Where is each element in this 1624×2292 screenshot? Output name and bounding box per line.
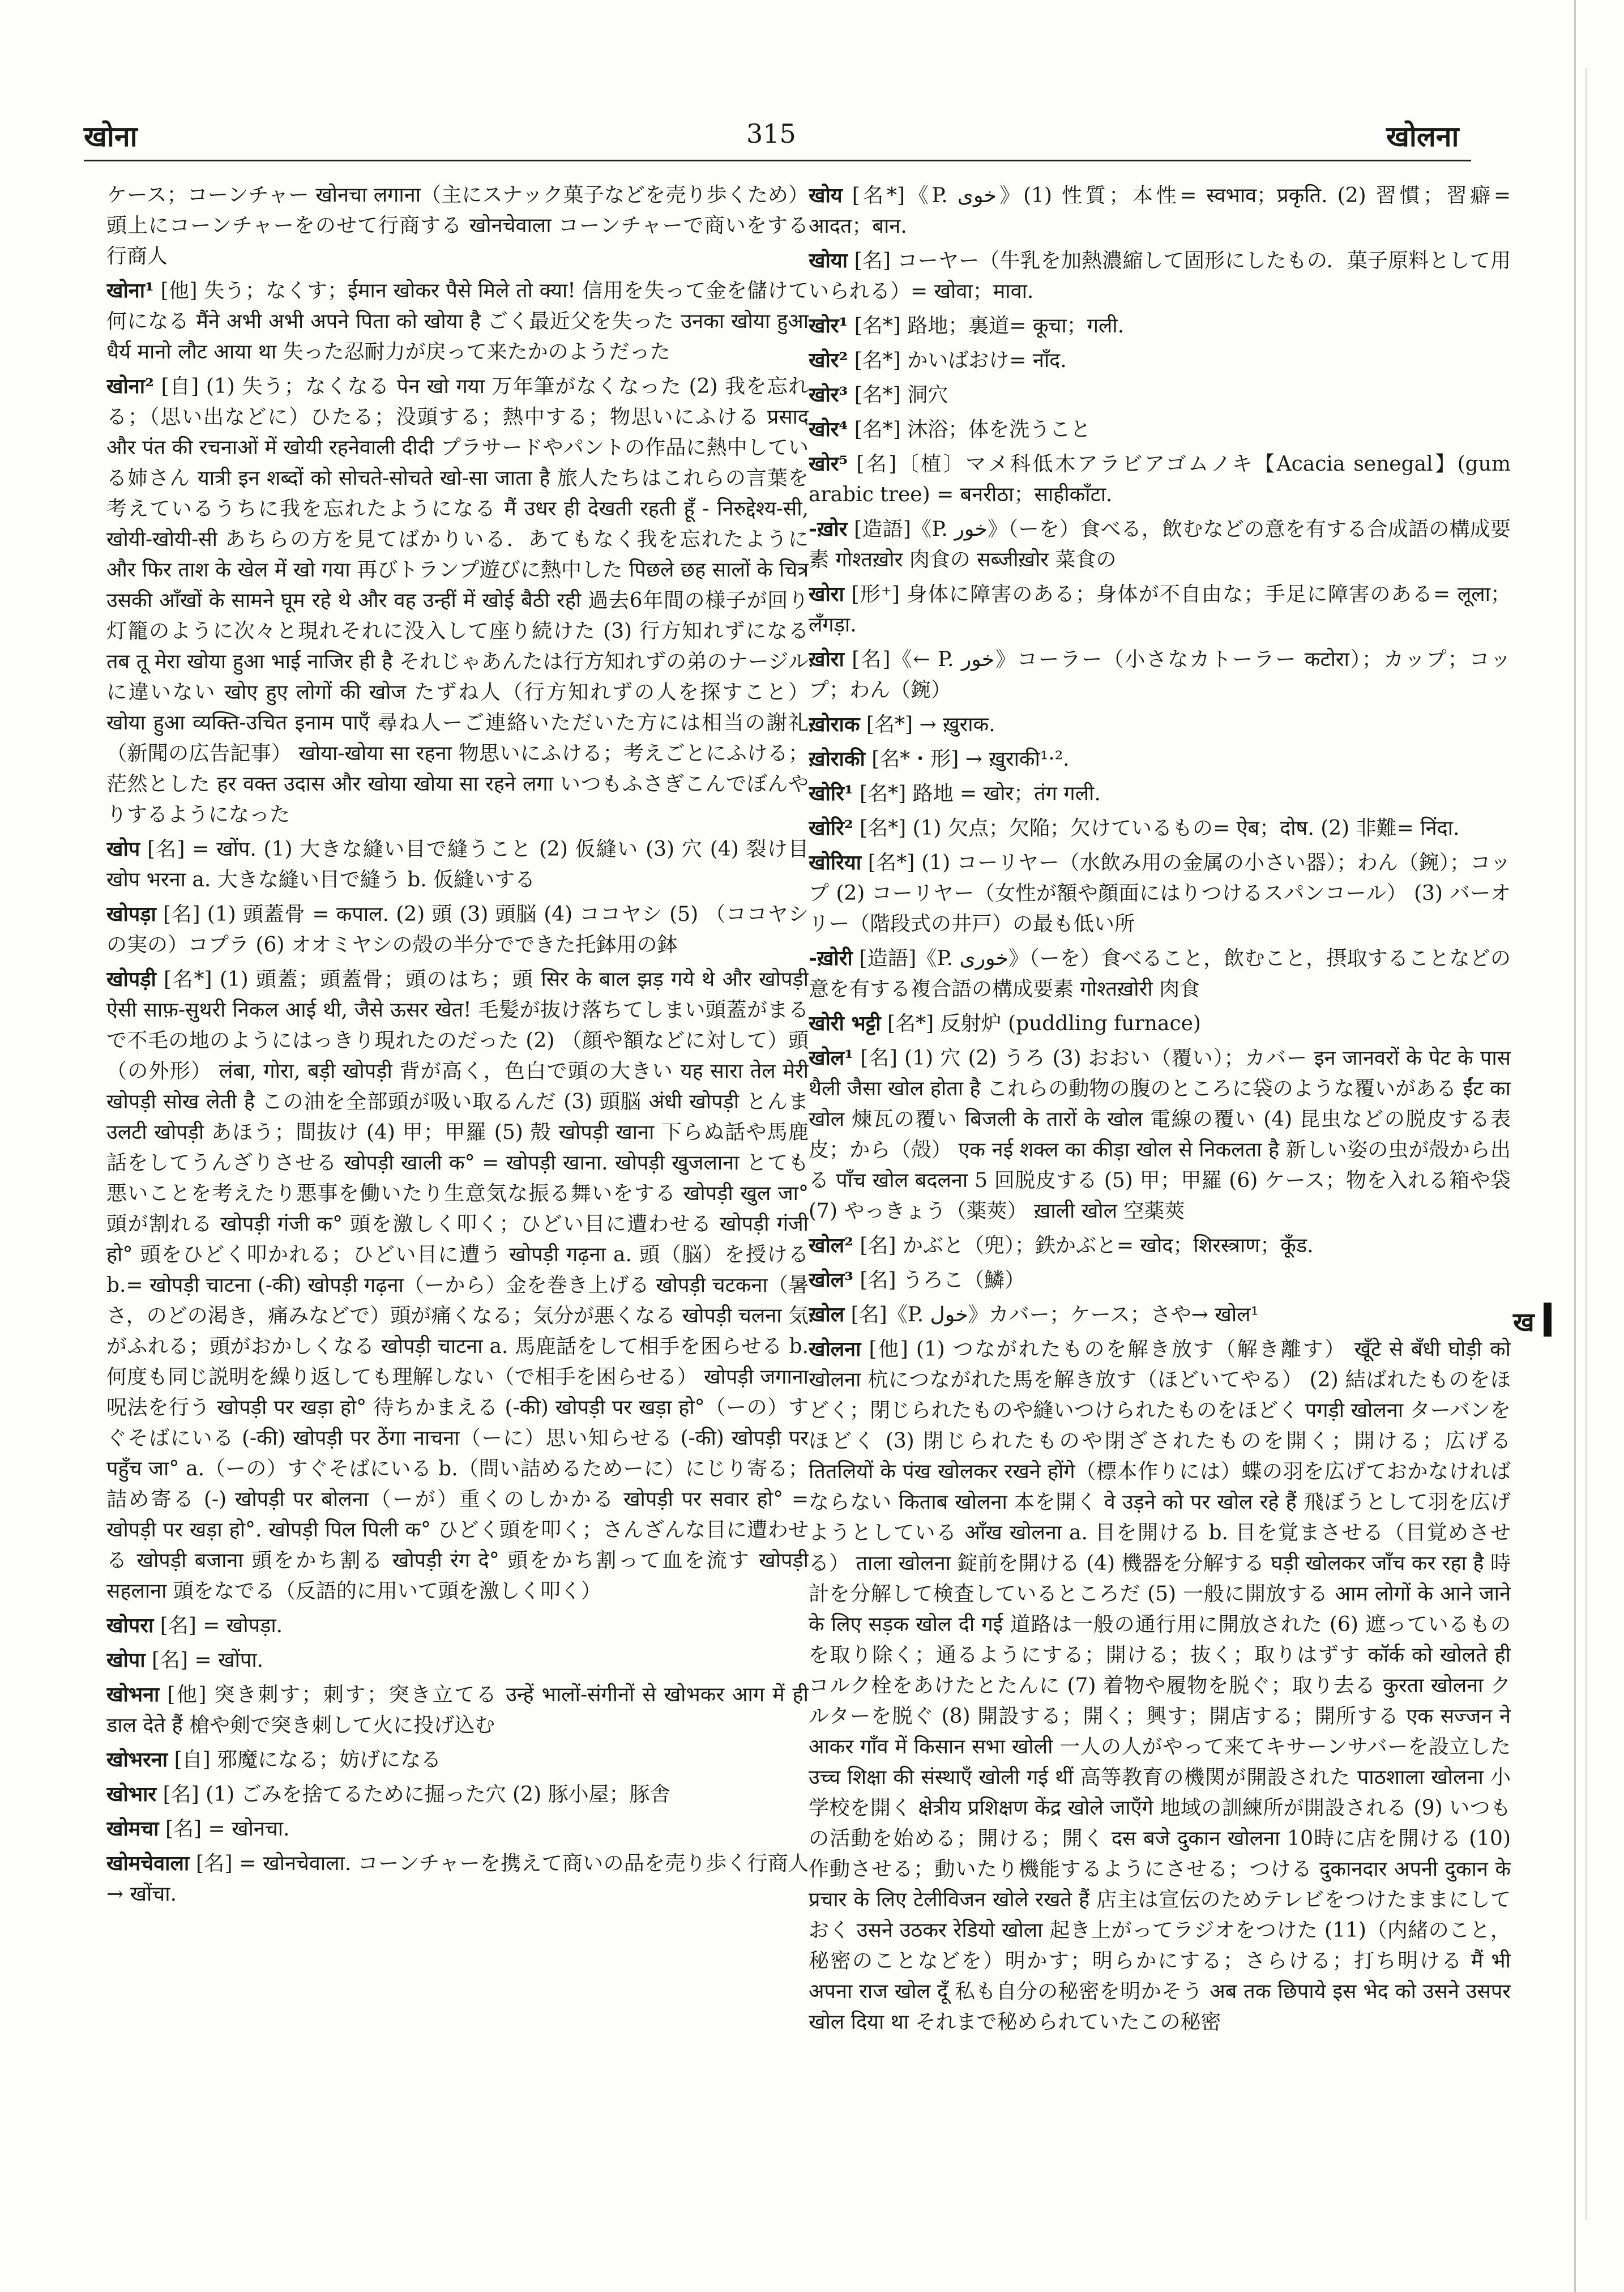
entry-headword: खोरि¹ [809, 782, 853, 805]
dictionary-entry [809, 709, 1511, 740]
entry-headword: खोभार [106, 1782, 157, 1806]
dictionary-entry [809, 943, 1511, 1005]
entry-headword: खोपा [106, 1648, 146, 1672]
dictionary-entry [809, 847, 1511, 940]
entry-headword: खोमचा [106, 1817, 159, 1841]
dictionary-entry [106, 371, 809, 830]
entry-headword: खोरि² [809, 816, 853, 840]
entry-headword: खोर³ [809, 383, 848, 407]
header-left-guide-word: खोना [84, 119, 138, 153]
dictionary-entry [106, 180, 809, 272]
entry-definition: [名]《← P. خور》コーラー（小さなカトーラー कटोरा）；カップ；コップ；わん（鋺） [809, 648, 1511, 702]
entry-definition: [造語]《P. خوری》（ーを）食べること，飲むこと，摂取することなどの意を有する複合語の構成要素 गोश्तख़ोरी 肉食 [809, 947, 1511, 1001]
entry-headword: -ख़ोरी [809, 946, 853, 970]
entry-headword: ख़ोल [809, 1303, 845, 1326]
scan-edge-line [1585, 68, 1587, 2220]
entry-definition: [名*] (1) コーリヤー（水飲み用の金属の小さい器）；わん（鋺）；コップ (2) コーリヤー（女性が額や顔面にはりつけるスパンコール） (3) バーオリー（階段式の井戸）の最も低い所 [809, 851, 1511, 936]
entry-definition: ケース；コーンチャー खोनचा लगाना（主にスナック菓子などを売り歩くため）頭上にコーンチャーをのせて行商する खोनचेवाला コーンチャーで商いをする行商人 [106, 183, 809, 268]
entry-headword: खोभना [106, 1683, 160, 1706]
entry-definition: [名] = खोपड़ा. [160, 1614, 283, 1637]
dictionary-entry [106, 899, 809, 961]
entry-definition: [名*]《P. خوی》(1) 性質；本性= स्वभाव；प्रकृति. (2) 習慣；習癖= आदत；बान. [809, 184, 1511, 238]
entry-definition: [名] (1) ごみを捨てるために掘った穴 (2) 豚小屋；豚舎 [163, 1783, 670, 1806]
dictionary-entry [809, 778, 1511, 809]
entry-headword: खोया [809, 249, 848, 272]
dictionary-entry [809, 1265, 1511, 1296]
dictionary-entry [809, 379, 1511, 411]
entry-definition: [自] 邪魔になる；妨げになる [174, 1748, 442, 1772]
entry-headword: -ख़ोर [809, 517, 848, 541]
entry-definition: [名] = खोंपा. [152, 1649, 264, 1672]
entry-definition: [名] = खोंप. (1) 大きな縫い目で縫うこと (2) 仮縫い (3) 穴 (4) 裂け目 खोप भरना a. 大きな縫い目で縫う b. 仮縫いする [106, 838, 809, 891]
entry-definition: [造語]《P. خور》（ーを）食べる，飲むなどの意を有する合成語の構成要素 गोश्तख़ोर 肉食の सब्जीख़ोर 菜食の [809, 518, 1511, 571]
entry-definition: [他] (1) つながれたものを解き放す（解き離す） खूँटे से बँधी घोड़ी को खोलना 杭につながれた馬を解き放す（ほどいてやる） (2) 結ばれたものをほどく；閉じられたものや縫いつけられたものをほどく पगड़ी खोलना ターバンをほどく (3) 閉じられたものや閉ざされたものを開く；開ける；広げる तितलियों के पंख खोलकर रखने होंगे（標本作りには）蝶の羽を広げておかなければならない किताब खोलना 本を開く वे उड़ने को पर खोल रहे हैं 飛ぼうとして羽を広げようとしている आँख खोलना a. 目を開ける b. 目を覚まさせる（目覚めさせる） ताला खोलना 錠前を開ける (4) 機器を分解する घड़ी खोलकर जाँच कर रहा है 時計を分解して検査しているところだ (5) 一般に開放する आम लोगों के आने जाने के लिए सड़क खोल दी गई 道路は一般の通行用に開放された (6) 遮っているものを取り除く；通るようにする；開ける；抜く；取りはずす कॉर्क को खोलते ही コルク栓をあけたとたんに (7) 着物や履物を脱ぐ；取り去る कुरता खोलना クルターを脱ぐ (8) 開設する；開く；興す；開店する；開所する एक सज्जन ने आकर गाँव में किसान सभा खोली 一人の人がやって来てキサーンサバーを設立した उच्च शिक्षा की संस्थाएँ खोली गई थीं 高等教育の機関が開設された पाठशाला खोलना 小学校を開く क्षेत्रीय प्रशिक्षण केंद्र खोले जाएँगे 地域の訓練所が開設される (9) いつもの活動を始める；開ける；開く दस बजे दुकान खोलना 10時に店を開ける (10) 作動させる；動いたり機能するようにさせる；つける दुकानदार अपनी दुकान के प्रचार के लिए टेलीविजन खोले रखते हैं 店主は宣伝のためテレビをつけたままにしておく उसने उठकर रेडियो खोला 起き上がってラジオをつけた (11)（内緒のこと，秘密のことなどを）明かす；明らかにする；さらける；打ち明ける मैं भी अपना राज खोल दूँ 私も自分の秘密を明かそう अब तक छिपाये इस भेद को उसने उसपर खोल दिया था それまで秘められていたこの秘密 [809, 1338, 1511, 2034]
dictionary-entry [809, 744, 1511, 775]
entry-headword: खोपरा [106, 1614, 154, 1637]
dictionary-entry [106, 1848, 809, 1910]
entry-definition: [名*] 路地 = खोर；तंग गली. [860, 782, 1101, 805]
entry-definition: [他] 失う；なくす；ईमान खोकर पैसे मिले तो क्या! 信用を失って金を儲けて何になる मैंने अभी अभी अपने पिता को खोया है ごく最近父を失った उनका खोया हुआ धैर्य मानो लौट आया था 失った忍耐力が戻って来たかのようだった [106, 279, 809, 364]
entry-headword: खोरा [809, 582, 844, 606]
dictionary-entry [809, 1230, 1511, 1261]
dictionary-entry [106, 834, 809, 895]
thumb-index-letter: ख [1513, 1307, 1535, 1337]
entry-definition: [名*] 路地；裏道= कूचा；गली. [854, 314, 1125, 338]
entry-definition: [名] = खोनचा. [165, 1817, 290, 1841]
entry-headword: खोरिया [809, 851, 862, 874]
dictionary-entry [106, 1679, 809, 1741]
entry-headword: खोल² [809, 1234, 853, 1257]
entry-headword: खोल³ [809, 1268, 853, 1292]
dictionary-entry [809, 1043, 1511, 1227]
scan-edge-line [1574, 0, 1576, 2292]
entry-definition: [名*] (1) 頭蓋；頭蓋骨；頭のはち；頭 सिर के बाल झड़ गये थे और खोपड़ी ऐसी साफ़-सुथरी निकल आई थी, जैसे ऊसर खेत! 毛髪が抜け落ちてしまい頭蓋がまるで不毛の地のようにはっきり現れたのだった (2) （顔や額などに対して）頭（の外形） लंबा, गोरा, बड़ी खोपड़ी 背が高く，色白で頭の大きい यह सारा तेल मेरी खोपड़ी सोख लेती है この油を全部頭が吸い取るんだ (3) 頭脳 अंधी खोपड़ी とんま उलटी खोपड़ी あほう；間抜け (4) 甲；甲羅 (5) 殻 खोपड़ी खाना 下らぬ話や馬鹿話をしてうんざりさせる खोपड़ी खाली क° = खोपड़ी खाना. खोपड़ी खुजलाना とても悪いことを考えたり悪事を働いたり生意気な振る舞いをする खोपड़ी खुल जा° 頭が割れる खोपड़ी गंजी क° 頭を激しく叩く；ひどい目に遭わせる खोपड़ी गंजी हो° 頭をひどく叩かれる；ひどい目に遭う खोपड़ी गढ़ना a. 頭（脳）を授ける b.= खोपड़ी चाटना (-की) खोपड़ी गढ़ना（ーから）金を巻き上げる खोपड़ी चटकना（暑さ，のどの渇き，痛みなどで）頭が痛くなる；気分が悪くなる खोपड़ी चलना 気がふれる；頭がおかしくなる खोपड़ी चाटना a. 馬鹿話をして相手を困らせる b. 何度も同じ説明を繰り返しても理解しない（で相手を困らせる） खोपड़ी जगाना 呪法を行う खोपड़ी पर खड़ा हो° 待ちかまえる (-की) खोपड़ी पर खड़ा हो°（ーの）すぐそばにいる (-की) खोपड़ी पर ठेंगा नाचना（ーに）思い知らせる (-की) खोपड़ी पर पहुँच जा° a.（ーの）すぐそばにいる b.（問い詰めるためーに）にじり寄る；詰め寄る (-) खोपड़ी पर बोलना（ーが）重くのしかかる खोपड़ी पर सवार हो° = खोपड़ी पर खड़ा हो°. खोपड़ी पिल पिली क° ひどく頭を叩く；さんざんな目に遭わせる खोपड़ी बजाना 頭をかち割る खोपड़ी रंग दे° 頭をかち割って血を流す खोपड़ी सहलाना 頭をなでる（反語的に用いて頭を激しく叩く） [106, 968, 809, 1603]
entry-definition: [自] (1) 失う；なくなる पेन खो गया 万年筆がなくなった (2) 我を忘れる；（思い出などに）ひたる；没頭する；熱中する；物思いにふける प्रसाद और पंत की रचनाओं में खोयी रहनेवाली दीदी プラサードやパントの作品に熱中している姉さん यात्री इन शब्दों को सोचते-सोचते खो-सा जाता है 旅人たちはこれらの言葉を考えているうちに我を忘れたようになる मैं उधर ही देखती रहती हूँ - निरुद्देश्य-सी, खोयी-खोयी-सी あちらの方を見てばかりいる．あてもなく我を忘れたように और फिर ताश के खेल में खो गया 再びトランプ遊びに熱中した पिछले छह सालों के चित्र उसकी आँखों के सामने घूम रहे थे और वह उन्हीं में खोई बैठी रही 過去6年間の様子が回り灯籠のように次々と現れそれに没入して座り続けた (3) 行方知れずになる तब तू मेरा खोया हुआ भाई नाजिर ही है それじゃあんたは行方知れずの弟のナージルに違いない खोए हुए लोगों की खोज たずね人（行方知れずの人を探すこと） खोया हुआ व्यक्ति-उचित इनाम पाएँ 尋ね人ーご連絡いただいた方には相当の謝礼（新聞の広告記事） खोया-खोया सा रहना 物思いにふける；考えごとにふける；茫然とした हर वक्त उदास और खोया खोया सा रहने लगा いつもふさぎこんでぼんやりするようになった [106, 375, 809, 826]
dictionary-entry [106, 275, 809, 368]
dictionary-entry [809, 514, 1511, 575]
entry-definition: [名*] かいばおけ= नाँद. [854, 349, 1067, 372]
entry-headword: खोपड़ी [106, 967, 156, 991]
dictionary-entry [809, 1008, 1511, 1039]
entry-headword: खोमचेवाला [106, 1851, 190, 1875]
header-right-guide-word: खोलना [1386, 119, 1459, 153]
entry-headword: खोर⁴ [809, 417, 848, 441]
entry-headword: खोना² [106, 374, 154, 398]
dictionary-entry [809, 245, 1511, 307]
entry-definition: [名*] (1) 欠点；欠陥；欠けているもの= ऐब；दोष. (2) 非難= निंदा. [860, 817, 1460, 840]
entry-headword: खोपड़ा [106, 902, 156, 926]
right-column [809, 180, 1511, 2270]
entry-headword: ख़ोरा [809, 647, 844, 671]
entry-definition: [名]〔植〕マメ科低木アラビアゴムノキ【Acacia senegal】(gum arabic tree) = बनरीठा；साहीकाँटा. [809, 453, 1511, 506]
page-number: 315 [746, 118, 796, 149]
entry-definition: [名] かぶと（兜）；鉄かぶと= खोद；शिरस्त्राण；कूँड. [860, 1234, 1314, 1257]
entry-headword: खोर⁵ [809, 452, 848, 476]
dictionary-entry [106, 1610, 809, 1641]
dictionary-entry [106, 1645, 809, 1676]
entry-headword: खोय [809, 183, 843, 207]
entry-headword: खोल¹ [809, 1046, 853, 1070]
dictionary-entry [106, 1779, 809, 1810]
dictionary-entry [106, 1744, 809, 1775]
entry-definition: [名] コーヤー（牛乳を加熱濃縮して固形にしたもの．菓子原料として用いられる）= खोवा；मावा. [809, 249, 1511, 303]
entry-headword: खोभरना [106, 1748, 168, 1772]
entry-headword: ख़ोराकी [809, 747, 865, 771]
entry-definition: [名]《P. خول》カバー；ケース；さや→ खोल¹ [851, 1303, 1259, 1326]
entry-definition: [名] (1) 頭蓋骨 = कपाल. (2) 頭 (3) 頭脳 (4) ココヤシ (5) （ココヤシの実の）コプラ (6) オオミヤシの殻の半分でできた托鉢用の鉢 [106, 903, 809, 957]
entry-definition: [名] = खोनचेवाला. コーンチャーを携えて商いの品を売り歩く行商人→ खोंचा. [106, 1852, 809, 1906]
dictionary-entry [809, 1334, 1511, 2038]
entry-definition: [名*] 洞穴 [854, 383, 948, 407]
dictionary-entry [809, 449, 1511, 510]
entry-headword: खोलना [809, 1337, 861, 1361]
entry-headword: ख़ोराक [809, 712, 860, 736]
entry-definition: [他] 突き刺す；刺す；突き立てる उन्हें भालों-संगीनों से खोभकर आग में ही डाल देते हैं 槍や剣で突き刺して火に投げ込む [106, 1683, 809, 1737]
left-column [106, 180, 809, 2270]
entry-definition: [形⁺] 身体に障害のある；身体が不自由な；手足に障害のある= लूला；लँगड़ा. [809, 583, 1511, 637]
dictionary-entry [809, 813, 1511, 844]
entry-definition: [名*] 沐浴；体を洗うこと [854, 418, 1091, 441]
entry-headword: खोप [106, 837, 140, 861]
entry-headword: खोरी भट्टी [809, 1011, 881, 1035]
entry-definition: [名] (1) 穴 (2) うろ (3) おおい（覆い）；カバー इन जानवरों के पेट के पास थैली जैसा खोल होता है これらの動物の腹のところに袋のような覆いがある ईंट का खोल 煉瓦の覆い बिजली के तारों के खोल 電線の覆い (4) 昆虫などの脱皮する表皮；から（殻） एक नई शक्ल का कीड़ा खोल से निकलता है 新しい姿の虫が殻から出る पाँच खोल बदलना 5 回脱皮する (5) 甲；甲羅 (6) ケース；物を入れる箱や袋 (7) やっきょう（薬莢） ख़ाली खोल 空薬莢 [809, 1047, 1511, 1223]
dictionary-entry [809, 180, 1511, 242]
thumb-index-mark [1544, 1303, 1552, 1337]
entry-headword: खोर¹ [809, 314, 848, 338]
dictionary-entry [809, 414, 1511, 445]
entry-definition: [名*・形] → ख़ुराकी¹·². [871, 748, 1070, 771]
entry-definition: [名] うろこ（鱗） [860, 1269, 1025, 1292]
dictionary-entry [106, 1813, 809, 1845]
header-rule [84, 160, 1471, 161]
dictionary-entry [809, 579, 1511, 641]
page-header [0, 116, 1624, 156]
dictionary-entry [809, 345, 1511, 376]
entry-headword: खोर² [809, 348, 848, 372]
entry-headword: खोना¹ [106, 279, 154, 302]
dictionary-entry [809, 644, 1511, 706]
entry-definition: [名*] 反射炉 (puddling furnace) [887, 1012, 1201, 1035]
dictionary-entry [809, 310, 1511, 342]
entry-definition: [名*] → ख़ुराक. [866, 713, 995, 736]
dictionary-entry [106, 964, 809, 1607]
dictionary-entry [809, 1299, 1511, 1330]
